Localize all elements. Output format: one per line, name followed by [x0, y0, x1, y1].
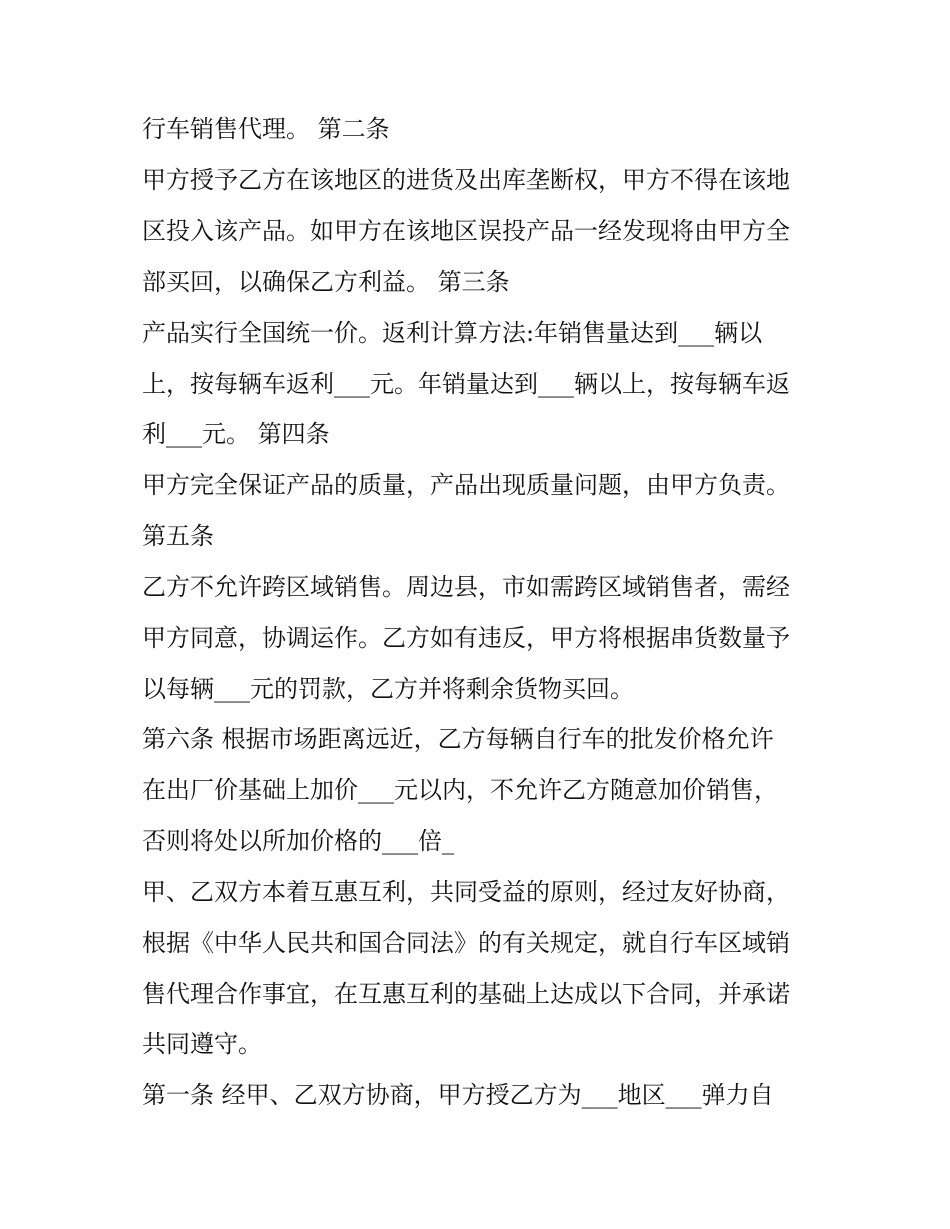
text-line: 产品实行全国统一价。返利计算方法:年销售量达到___辆以	[142, 319, 763, 347]
text-line: 第六条 根据市场距离远近，乙方每辆自行车的批发价格允许	[142, 725, 774, 753]
text-line: 甲方授予乙方在该地区的进货及出库垄断权，甲方不得在该地	[142, 166, 790, 194]
text-line: 第五条	[142, 522, 214, 550]
text-line: 甲、乙双方本着互惠互利，共同受益的原则，经过友好协商，	[142, 878, 790, 906]
text-line: 区投入该产品。如甲方在该地区误投产品一经发现将由甲方全	[142, 217, 790, 245]
text-line: 甲方完全保证产品的质量，产品出现质量问题，由甲方负责。	[142, 471, 790, 499]
text-line: 利___元。 第四条	[142, 420, 330, 448]
text-line: 共同遵守。	[142, 1030, 262, 1058]
text-line: 乙方不允许跨区域销售。周边县，市如需跨区域销售者，需经	[142, 573, 790, 601]
text-line: 以每辆___元的罚款，乙方并将剩余货物买回。	[142, 675, 634, 703]
text-line: 否则将处以所加价格的___倍_	[142, 827, 454, 855]
text-line: 在出厂价基础上加价___元以内，不允许乙方随意加价销售，	[142, 776, 778, 804]
text-line: 根据《中华人民共和国合同法》的有关规定，就自行车区域销	[142, 929, 790, 957]
text-line: 部买回，以确保乙方利益。 第三条	[142, 268, 510, 296]
text-line: 售代理合作事宜，在互惠互利的基础上达成以下合同，并承诺	[142, 980, 790, 1008]
text-line: 甲方同意，协调运作。乙方如有违反，甲方将根据串货数量予	[142, 624, 790, 652]
text-line: 上，按每辆车返利___元。年销量达到___辆以上，按每辆车返	[142, 370, 790, 398]
text-line: 行车销售代理。 第二条	[142, 115, 390, 143]
text-line: 第一条 经甲、乙双方协商，甲方授乙方为___地区___弹力自	[142, 1081, 774, 1109]
